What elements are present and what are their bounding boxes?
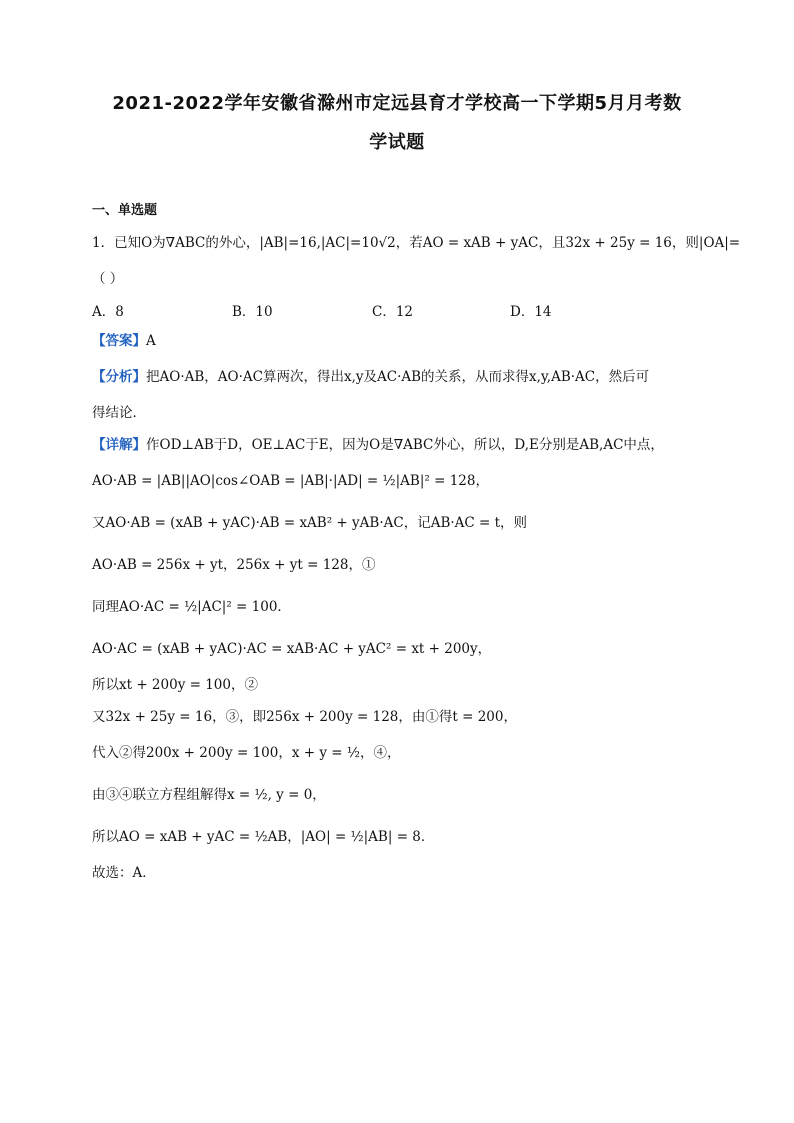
option-c: C．12: [372, 304, 414, 320]
detail-line-11: 所以AO = xAB + yAC = ½AB，|AO| = ½|AB| = 8．: [92, 829, 435, 845]
detail-line-3: 又AO·AB = (xAB + yAC)·AB = xAB² + yAB·AC，记AB·AC = t，则: [92, 515, 528, 531]
detail-line-10: 由③④联立方程组解得x = ½, y = 0，: [92, 787, 326, 803]
answer-value: A: [146, 333, 156, 349]
detail-line-2: AO·AB = |AB||AO|cos∠OAB = |AB|·|AD| = ½|AB|² = 128，: [92, 473, 489, 489]
detail-line-7: 所以xt + 200y = 100，②: [92, 677, 258, 693]
analysis-tag: 【分析】: [92, 369, 146, 385]
detail-line-1: [92, 434, 712, 456]
analysis-text-1: 把AO·AB，AO·AC算两次，得出x,y及AC·AB的关系，从而求得x,y,AB·AC，然后可: [146, 369, 650, 385]
detail-text-1: 作OD⊥AB于D，OE⊥AC于E，因为O是∇ABC外心，所以，D,E分别是AB,AC中点，: [146, 437, 664, 453]
detail-line-6: AO·AC = (xAB + yAC)·AC = xAB·AC + yAC² = xt + 200y，: [92, 641, 492, 657]
option-d: D．14: [510, 304, 552, 320]
detail-tag: 【详解】: [92, 437, 146, 453]
answer-tag: 【答案】: [92, 333, 146, 349]
section-heading: 一、单选题: [92, 203, 158, 218]
question-stem-line-2: （ ）: [92, 271, 124, 287]
detail-line-5: 同理AO·AC = ½|AC|² = 100．: [92, 599, 291, 615]
detail-line-12: 故选：A．: [92, 865, 156, 881]
option-b: B．10: [232, 304, 273, 320]
detail-line-8: 又32x + 25y = 16，③，即256x + 200y = 128，由①得t = 200，: [92, 709, 517, 725]
option-a: A．8: [92, 304, 124, 320]
analysis-line-1: [92, 366, 712, 388]
question-stem-line-1: 1．已知O为∇ABC的外心，|AB|=16,|AC|=10√2，若AO = xAB + yAC，且32x + 25y = 16，则|OA|=: [92, 235, 741, 251]
page-title-line-1: 2021-2022学年安徽省滁州市定远县育才学校高一下学期5月月考数: [112, 93, 682, 114]
analysis-line-2: 得结论．: [92, 405, 146, 421]
detail-line-4: AO·AB = 256x + yt，256x + yt = 128，①: [92, 557, 376, 573]
answer-line: [92, 330, 712, 352]
detail-line-9: 代入②得200x + 200y = 100，x + y = ½，④，: [92, 745, 401, 761]
page-title-line-2: 学试题: [369, 132, 425, 153]
